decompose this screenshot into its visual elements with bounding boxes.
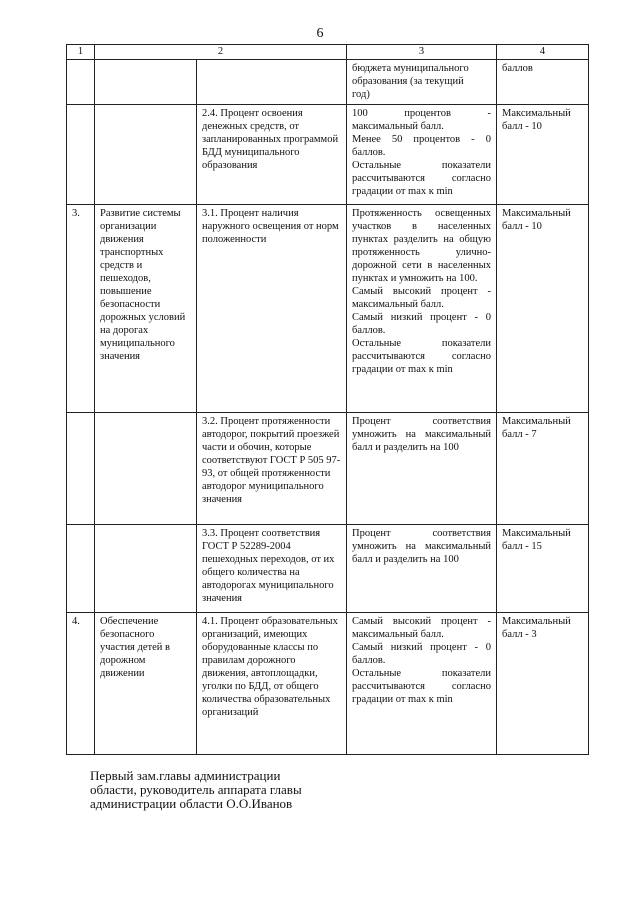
signature-line: Первый зам.главы администрации	[90, 768, 281, 783]
indicator-cell: 3.2. Процент протяженности автодорог, покрытий проезжей части и обочин, которые соответствуют ГОСТ Р 505 97-93, от общей протяженности автодорог муниципального значения	[197, 413, 347, 525]
method-text: Процент соответствия умножить на максимальный балл и разделить на 100	[352, 416, 491, 453]
method-text: 100 процентов - максимальный балл.	[352, 108, 491, 132]
table-row	[67, 525, 589, 613]
method-text: Остальные показатели рассчитываются согласно градации от max к min	[352, 668, 491, 705]
method-cell	[347, 413, 497, 525]
category-cell	[95, 525, 197, 613]
signature-line: администрации области О.О.Иванов	[90, 796, 293, 811]
method-text: Самый высокий процент - максимальный балл.	[352, 286, 491, 310]
indicator-cell	[197, 60, 347, 105]
method-text: Самый высокий процент - максимальный балл.	[352, 616, 491, 640]
category-cell	[95, 60, 197, 105]
method-text: Остальные показатели рассчитываются согласно градации от max к min	[352, 160, 491, 197]
method-cell	[347, 60, 497, 105]
table-row	[67, 105, 589, 205]
signature-line: области, руководитель аппарата главы	[90, 782, 302, 797]
score-cell: Максимальный балл - 7	[497, 413, 589, 525]
method-text: год)	[352, 89, 370, 100]
method-cell	[347, 105, 497, 205]
method-cell	[347, 525, 497, 613]
indicator-cell: 2.4. Процент освоения денежных средств, от запланированных программой БДД муниципального образования	[197, 105, 347, 205]
category-cell: Развитие системы организации движения транспортных средств и пешеходов, повышение безопасности дорожных условий на дорогах муниципального значения	[95, 205, 197, 413]
method-text: Процент соответствия умножить на максимальный балл и разделить на 100	[352, 528, 491, 565]
header-cell: 2	[95, 45, 347, 60]
row-number	[67, 413, 95, 525]
row-number	[67, 105, 95, 205]
method-text: бюджета муниципального	[352, 63, 469, 74]
method-text: Менее 50 процентов - 0 баллов.	[352, 134, 491, 158]
score-cell: Максимальный балл - 10	[497, 105, 589, 205]
method-text: Остальные показатели рассчитываются согласно градации от max к min	[352, 338, 491, 375]
category-cell	[95, 105, 197, 205]
method-text: Самый низкий процент - 0 баллов.	[352, 312, 491, 336]
row-number	[67, 525, 95, 613]
row-number: 4.	[67, 613, 95, 755]
method-cell	[347, 613, 497, 755]
table-row	[67, 205, 589, 413]
category-cell	[95, 413, 197, 525]
indicator-cell: 4.1. Процент образовательных организаций, имеющих оборудованные классы по правилам дорожного движения, автоплощадки, уголки по БДД, от общего количества образовательных организаций	[197, 613, 347, 755]
table-row	[67, 60, 589, 105]
method-text: Самый низкий процент - 0 баллов.	[352, 642, 491, 666]
indicator-cell: 3.1. Процент наличия наружного освещения от норм положенности	[197, 205, 347, 413]
signature-block	[90, 769, 302, 811]
header-cell: 3	[347, 45, 497, 60]
header-row	[67, 45, 589, 60]
method-cell	[347, 205, 497, 413]
row-number: 3.	[67, 205, 95, 413]
table-row	[67, 413, 589, 525]
score-cell: баллов	[497, 60, 589, 105]
table-row	[67, 613, 589, 755]
method-text: Протяженность освещенных участков в населенных пунктах разделить на общую протяженность улично-дорожной сети в населенных пунктах и умножить на 100.	[352, 208, 491, 284]
method-text: образования (за текущий	[352, 76, 464, 87]
score-cell: Максимальный балл - 15	[497, 525, 589, 613]
page-number: 6	[316, 26, 324, 41]
score-cell: Максимальный балл - 10	[497, 205, 589, 413]
header-cell: 4	[497, 45, 589, 60]
indicator-cell: 3.3. Процент соответствия ГОСТ Р 52289-2004 пешеходных переходов, от их общего количества на автодорогах муниципального значения	[197, 525, 347, 613]
header-cell: 1	[67, 45, 95, 60]
row-number	[67, 60, 95, 105]
category-cell: Обеспечение безопасного участия детей в дорожном движении	[95, 613, 197, 755]
criteria-table	[66, 44, 589, 755]
score-cell: Максимальный балл - 3	[497, 613, 589, 755]
